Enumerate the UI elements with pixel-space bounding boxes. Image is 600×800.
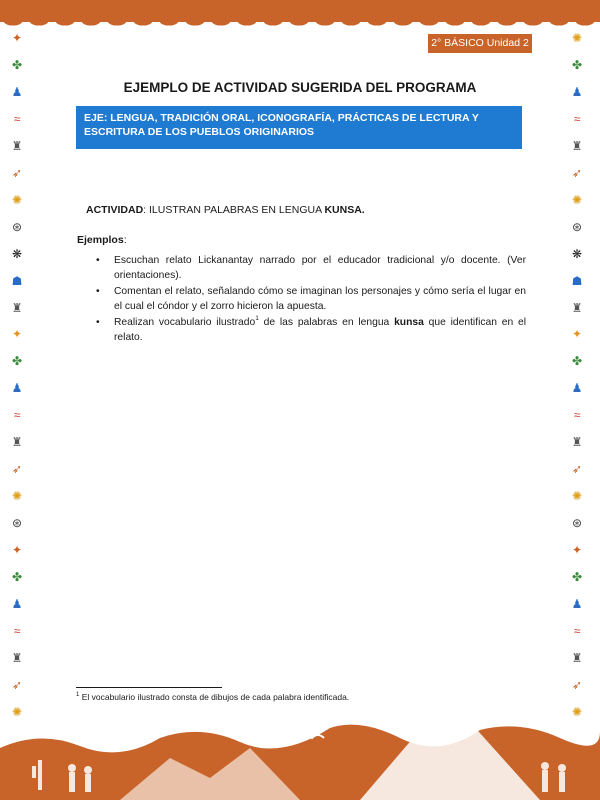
bottom-landscape-illustration	[0, 708, 600, 800]
grade-unit-badge: 2° BÁSICO Unidad 2	[428, 34, 532, 53]
person-head	[68, 764, 76, 772]
person-head	[84, 766, 92, 774]
footnote	[76, 692, 349, 702]
bird-icon: ✤	[571, 354, 583, 369]
figure-icon: ♟	[571, 84, 583, 99]
footnote-text: El vocabulario ilustrado consta de dibujos de cada palabra identificada.	[79, 692, 350, 702]
person-head	[541, 762, 549, 770]
person-head	[558, 764, 566, 772]
pot-icon: ⊛	[11, 219, 23, 234]
llama-icon: ✦	[11, 327, 23, 342]
figure-icon: ♟	[571, 597, 583, 612]
cactus-arm	[32, 766, 36, 778]
sun-icon: ✺	[11, 704, 23, 719]
person-body	[85, 774, 91, 792]
warrior-icon: ♜	[11, 435, 23, 450]
list-item	[96, 285, 526, 314]
examples-heading	[77, 234, 127, 246]
person-body	[559, 772, 565, 792]
pot-icon: ⊛	[571, 516, 583, 531]
list-item	[96, 254, 526, 283]
warrior-icon: ♜	[11, 650, 23, 665]
condor-icon: ➶	[571, 165, 583, 180]
pot-icon: ⊛	[571, 219, 583, 234]
examples-colon: :	[123, 234, 127, 246]
person-body	[542, 770, 548, 792]
activity-text: : ILUSTRAN PALABRAS EN LENGUA	[143, 204, 325, 216]
mask-icon: ☗	[11, 273, 23, 288]
condor-icon: ➶	[11, 165, 23, 180]
llama-icon: ✦	[11, 543, 23, 558]
sun-icon: ✺	[11, 192, 23, 207]
bird-icon: ✤	[571, 57, 583, 72]
list-item-text: Comentan el relato, señalando cómo se imaginan los personajes y cómo sería el lugar en el cual el cóndor y el zorro hicieron la apuesta.	[114, 286, 526, 312]
list-item-text: de las palabras en lengua	[258, 317, 395, 328]
warrior-icon: ♜	[571, 138, 583, 153]
footnote-divider	[76, 687, 222, 688]
fox-icon: ≈	[13, 623, 21, 638]
list-item-text: Escuchan relato Lickanantay narrado por el educador tradicional y/o docente. (Ver orientaciones).	[114, 255, 526, 281]
figure-icon: ♟	[11, 381, 23, 396]
eje-banner: EJE: LENGUA, TRADICIÓN ORAL, ICONOGRAFÍA, PRÁCTICAS DE LECTURA Y ESCRITURA DE LOS PUEBLOS ORIGINARIOS	[76, 106, 522, 149]
warrior-icon: ♜	[571, 650, 583, 665]
footnote-reference[interactable]: 1	[255, 315, 259, 322]
list-item	[96, 316, 526, 345]
page-title: EJEMPLO DE ACTIVIDAD SUGERIDA DEL PROGRAMA	[123, 80, 477, 95]
pot-icon: ⊛	[11, 516, 23, 531]
list-item-text: que identifican en el relato.	[114, 317, 527, 343]
bird-icon: ✤	[11, 354, 23, 369]
bird-icon: ✤	[571, 570, 583, 585]
fox-icon: ≈	[13, 111, 21, 126]
condor-icon: ➶	[571, 677, 583, 692]
bullet-icon: •	[96, 317, 100, 328]
condor-icon: ➶	[571, 462, 583, 477]
person-body	[69, 772, 75, 792]
fox-icon: ≈	[573, 623, 581, 638]
sun-icon: ✺	[571, 31, 583, 45]
llama-icon: ✦	[571, 543, 583, 558]
footnote-mark: 1	[76, 692, 80, 698]
language-name: kunsa	[394, 317, 424, 328]
examples-label: Ejemplos	[77, 234, 124, 246]
figure-icon: ♟	[11, 597, 23, 612]
warrior-icon: ♜	[571, 300, 583, 315]
llama-icon: ✦	[571, 327, 583, 342]
cactus-shape	[38, 760, 42, 790]
flower-icon: ❋	[11, 246, 23, 261]
condor-icon: ➶	[11, 462, 23, 477]
sun-icon: ✺	[571, 489, 583, 504]
sun-icon: ✺	[571, 704, 583, 719]
warrior-icon: ♜	[571, 435, 583, 450]
fox-icon: ≈	[13, 408, 21, 423]
figure-icon: ♟	[571, 381, 583, 396]
left-decorative-border	[6, 30, 28, 720]
bird-icon: ✤	[11, 57, 23, 72]
figure-icon: ♟	[11, 84, 23, 99]
bird-icon: ✤	[11, 570, 23, 585]
list-item-text: Realizan vocabulario ilustrado	[114, 317, 256, 328]
mask-icon: ☗	[571, 273, 583, 288]
warrior-icon: ♜	[11, 300, 23, 315]
fox-icon: ≈	[573, 111, 581, 126]
condor-icon: ➶	[11, 677, 23, 692]
activity-language: KUNSA.	[324, 204, 365, 216]
examples-list	[96, 254, 526, 347]
bullet-icon: •	[96, 255, 100, 266]
bullet-icon: •	[96, 286, 100, 297]
fox-icon: ≈	[573, 408, 581, 423]
warrior-icon: ♜	[11, 138, 23, 153]
right-decorative-border	[566, 30, 588, 720]
sun-icon: ✺	[11, 489, 23, 504]
activity-label: ACTIVIDAD	[86, 204, 144, 216]
top-decorative-band	[0, 0, 600, 22]
sun-icon: ✺	[571, 192, 583, 207]
activity-heading	[86, 204, 365, 216]
llama-icon: ✦	[11, 31, 23, 45]
flower-icon: ❋	[571, 246, 583, 261]
